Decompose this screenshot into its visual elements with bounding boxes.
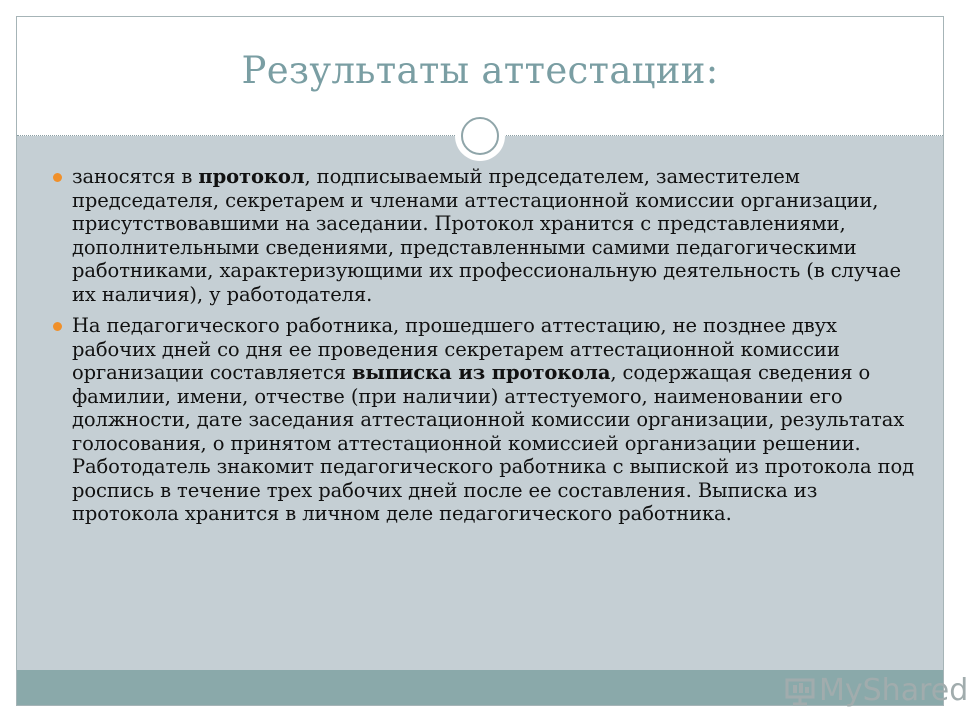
- presentation-board-icon: [785, 677, 815, 705]
- bullet-list: [55, 165, 915, 534]
- bullet-text-after: , содержащая сведения о фамилии, имени, отчестве (при наличии) аттестуемого, наименовании его должности, дате заседания аттестационной комиссии организации, результатах голосования, о принятом аттестационной комиссией организации решении. Работодатель знакомит педагогического работника с выпиской из протокола под роспись в течение трех рабочих дней после ее составления. Выписка из протокола хранится в личном деле педагогического работника.: [72, 361, 915, 525]
- watermark-text: MyShared: [819, 673, 968, 708]
- bullet-text-before: На педагогического работника, прошедшего аттестацию, не позднее двух рабочих дней со дня ее проведения секретарем аттестационной комиссии организации составляется: [72, 314, 840, 384]
- slide-title: Результаты аттестации:: [241, 49, 719, 92]
- watermark: [785, 673, 968, 708]
- circle-ring: [461, 117, 499, 155]
- bullet-bold-term: протокол: [198, 165, 305, 188]
- circle-ornament-icon: [455, 111, 505, 161]
- bullet-item: [55, 314, 915, 526]
- bullet-dot-icon: [53, 322, 62, 331]
- bullet-item: [55, 165, 915, 306]
- bullet-text-after: , подписываемый председателем, заместителем председателя, секретарем и членами аттестационной комиссии организации, присутствовавшими на заседании. Протокол хранится с представлениями, дополнительными сведениями, представленными самими педагогическими работниками, характеризующими их профессиональную деятельность (в случае их наличия), у работодателя.: [72, 165, 901, 306]
- bullet-dot-icon: [53, 173, 62, 182]
- bullet-text-before: заносятся в: [72, 165, 199, 188]
- slide: [16, 16, 968, 708]
- bullet-bold-term: выписка из протокола: [351, 361, 611, 384]
